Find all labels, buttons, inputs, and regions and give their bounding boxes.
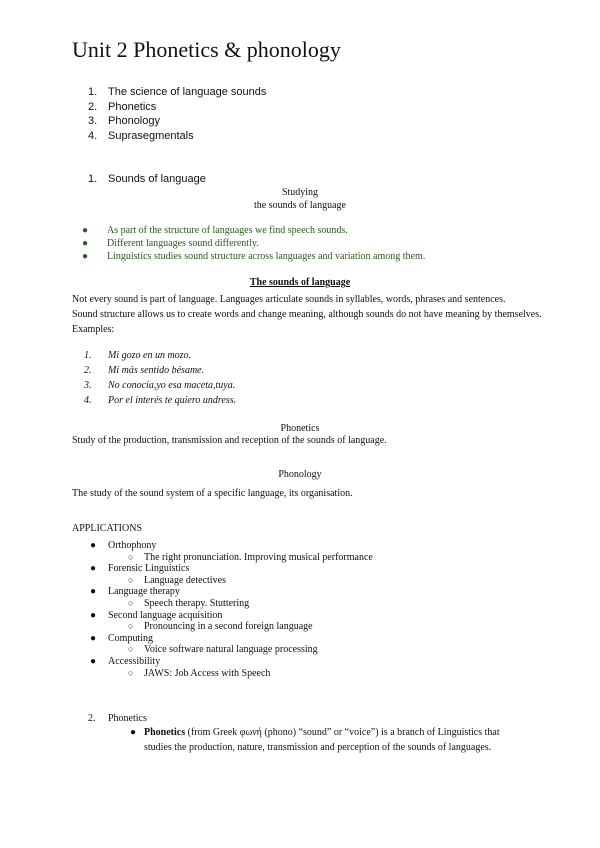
phonetics-description: (from Greek φωνή (phono) “sound” or “voice”) is a branch of Linguistics that studies the production, nature, transmission and perception of the sounds of languages.	[144, 727, 500, 753]
list-item: ● Accessibility	[90, 655, 161, 667]
list-item: ● Language therapy	[90, 586, 180, 598]
section-1-heading	[88, 172, 206, 187]
phonology-heading: Phonology	[278, 469, 322, 480]
bullet-dot-icon: ●	[90, 586, 97, 598]
phonetics-term: Phonetics	[144, 727, 186, 738]
toc-number: 2.	[88, 100, 98, 113]
green-bullet-list	[82, 224, 425, 263]
list-item: 3. No conocía,yo esa maceta,tuya.	[84, 380, 236, 391]
section-label: Phonetics	[108, 713, 147, 724]
list-item: ● Second language acquisition	[90, 609, 223, 621]
sounds-heading: The sounds of language	[249, 277, 351, 288]
toc-item	[88, 100, 266, 115]
bullet-dot-icon: ●	[130, 727, 137, 738]
sub-list-item: ○ Language detectives	[128, 574, 226, 586]
bullet-dot-icon: ●	[90, 632, 97, 644]
toc-item	[88, 85, 266, 100]
applications-heading: APPLICATIONS	[72, 523, 143, 534]
phonology-definition: The study of the sound system of a specific language, its organisation.	[72, 488, 353, 499]
list-item: 4. Por el interés te quiero undress.	[84, 395, 237, 406]
list-item: ● Orthophony	[90, 540, 157, 551]
list-item: ● Linguistics studies sound structure across languages and variation among them.	[82, 251, 426, 262]
sub-list-item: ○ Pronouncing in a second foreign language	[128, 621, 313, 633]
toc-number: 3.	[88, 115, 98, 127]
bullet-circle-icon: ○	[128, 574, 134, 585]
page-title: Unit 2 Phonetics & phonology	[72, 37, 341, 62]
toc-number: 1.	[88, 86, 98, 98]
applications-list	[72, 540, 373, 679]
toc-label: The science of language sounds	[108, 86, 267, 98]
bullet-dot-icon: ●	[82, 225, 89, 236]
caption-line: the sounds of language	[254, 200, 346, 211]
bullet-dot-icon: ●	[90, 655, 97, 667]
bullet-circle-icon: ○	[128, 644, 134, 655]
list-item: ● Different languages sound differently.	[82, 238, 259, 249]
section-label: Sounds of language	[108, 173, 206, 185]
bullet-dot-icon: ●	[82, 238, 89, 249]
toc-item	[88, 114, 266, 129]
bullet-circle-icon: ○	[128, 597, 134, 608]
list-item: 2. Mi más sentido bésame.	[84, 365, 205, 376]
toc-item	[88, 129, 266, 144]
bullet-dot-icon: ●	[82, 251, 89, 262]
paragraph-line: Sound structure allows us to create words and change meaning, although sounds do not have meaning by themselves. Examples:	[72, 309, 542, 335]
bullet-dot-icon: ●	[90, 563, 97, 575]
bullet-dot-icon: ●	[90, 609, 97, 621]
list-item: ● As part of the structure of languages we find speech sounds.	[82, 225, 348, 236]
examples-list	[84, 348, 236, 408]
section-number: 2.	[88, 713, 96, 724]
sub-list-item: ○ Speech therapy. Stuttering	[128, 597, 250, 609]
studying-caption	[0, 186, 600, 212]
table-of-contents	[88, 85, 266, 143]
sub-list-item: ○ JAWS: Job Access with Speech	[128, 667, 271, 679]
list-item: 1. Mi gozo en un mozo.	[84, 350, 192, 361]
phonetics-definition: Study of the production, transmission and reception of the sounds of language.	[72, 435, 387, 446]
toc-number: 4.	[88, 129, 98, 142]
sounds-paragraph	[72, 292, 542, 337]
sub-list-item: ○ Voice software natural language processing	[128, 644, 318, 656]
toc-label: Phonology	[108, 115, 160, 127]
phonetics-bullet	[130, 725, 514, 755]
list-item: ● Forensic Linguistics	[90, 563, 190, 575]
list-item: ● Computing	[90, 632, 154, 644]
sub-list-item: ○ The right pronunciation. Improving musical performance	[128, 551, 373, 563]
section-number: 1.	[88, 173, 98, 185]
bullet-circle-icon: ○	[128, 621, 134, 632]
phonetics-heading: Phonetics	[280, 423, 320, 434]
bullet-circle-icon: ○	[128, 551, 134, 562]
bullet-dot-icon: ●	[90, 540, 97, 551]
toc-label: Suprasegmentals	[108, 129, 194, 142]
bullet-circle-icon: ○	[128, 667, 134, 678]
toc-label: Phonetics	[108, 100, 157, 113]
section-2-heading	[88, 712, 147, 727]
paragraph-line: Not every sound is part of language. Languages articulate sounds in syllables, words, phrases and sentences.	[72, 294, 506, 305]
caption-line: Studying	[281, 187, 319, 198]
